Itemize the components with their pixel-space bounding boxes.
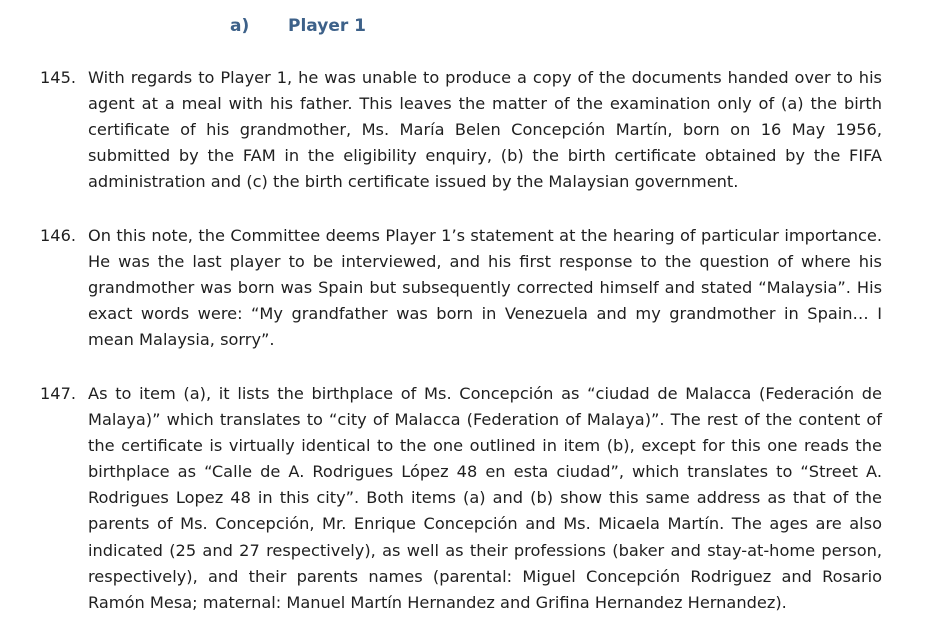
section-heading [230, 15, 366, 37]
paragraph-text: With regards to Player 1, he was unable to produce a copy of the documents handed over to his agent at a meal with his father. This leaves the matter of the examination only of (a) the birth certificate of his grandmother, Ms. María Belen Concepción Martín, born on 16 May 1956, submitted by the FAM in the eligibility enquiry, (b) the birth certificate obtained by the FIFA administration and (c) the birth certificate issued by the Malaysian government. [88, 68, 882, 192]
paragraph-147 [40, 381, 882, 616]
paragraph-145 [40, 65, 882, 195]
paragraph-text: On this note, the Committee deems Player 1’s statement at the hearing of particular importance. He was the last player to be interviewed, and his first response to the question of where his grandmother was born was Spain but subsequently corrected himself and stated “Malaysia”. His exact words were: “My grandfather was born in Venezuela and my grandmother in Spain… I mean Malaysia, sorry”. [88, 226, 882, 350]
paragraph-text: As to item (a), it lists the birthplace of Ms. Concepción as “ciudad de Malacca (Federación de Malaya)” which translates to “city of Malacca (Federation of Malaya)”. The rest of the content of the certificate is virtually identical to the one outlined in item (b), except for this one reads the birthplace as “Calle de A. Rodrigues López 48 en esta ciudad”, which translates to “Street A. Rodrigues Lopez 48 in this city”. Both items (a) and (b) show this same address as that of the parents of Ms. Concepción, Mr. Enrique Concepción and Ms. Micaela Martín. The ages are also indicated (25 and 27 respectively), as well as their professions (baker and stay-at-home person, respectively), and their parents names (parental: Miguel Concepción Rodriguez and Rosario Ramón Mesa; maternal: Manuel Martín Hernandez and Grifina Hernandez Hernandez). [88, 384, 882, 612]
paragraph-number: 145. [40, 68, 77, 87]
paragraph-146 [40, 223, 882, 353]
section-title: Player 1 [288, 16, 366, 36]
section-letter: a) [230, 16, 250, 36]
paragraph-number: 146. [40, 226, 77, 245]
paragraph-number: 147. [40, 384, 77, 403]
